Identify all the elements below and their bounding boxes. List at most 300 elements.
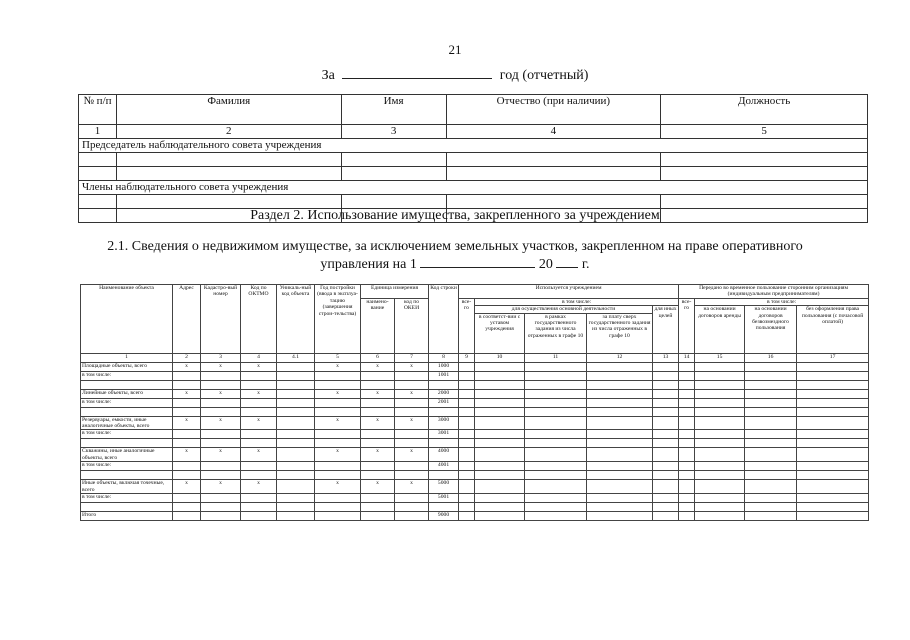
column-number: 3 [201,353,241,362]
row-cell[interactable] [525,480,587,494]
row-cell[interactable] [587,389,653,398]
row-cell[interactable] [201,503,241,512]
row-cell[interactable] [475,389,525,398]
row-cell[interactable] [361,503,395,512]
row-cell[interactable] [797,380,869,389]
row-cell: x [361,480,395,494]
board-chairman-label: Председатель наблюдательного совета учреждения [79,139,868,153]
row-cell[interactable] [315,512,361,521]
row-cell[interactable] [587,380,653,389]
row-cell[interactable] [361,471,395,480]
row-name [81,503,173,512]
row-cell[interactable] [525,398,587,407]
row-cell[interactable] [475,448,525,462]
column-number: 4 [241,353,277,362]
row-cell[interactable] [797,416,869,430]
board-colnum: 2 [116,125,341,139]
row-cell[interactable] [797,448,869,462]
row-cell[interactable] [361,430,395,439]
row-cell[interactable] [241,439,277,448]
board-cell[interactable] [446,195,661,209]
row-cell[interactable] [315,471,361,480]
row-cell[interactable] [315,494,361,503]
table-row [81,480,869,494]
column-number: 6 [361,353,395,362]
row-cell[interactable] [797,371,869,380]
row-cell[interactable] [241,462,277,471]
row-cell[interactable] [525,389,587,398]
row-cell[interactable] [745,407,797,416]
row-cell[interactable] [277,389,315,398]
row-cell[interactable] [459,480,475,494]
table-row [81,512,869,521]
row-cell: x [395,362,429,371]
board-cell[interactable] [661,195,868,209]
row-cell[interactable] [745,439,797,448]
row-cell[interactable] [459,439,475,448]
row-cell[interactable] [201,471,241,480]
row-cell[interactable] [173,430,201,439]
row-cell[interactable] [797,439,869,448]
table-row [81,471,869,480]
row-cell[interactable] [587,462,653,471]
row-cell[interactable] [475,512,525,521]
row-cell[interactable] [459,430,475,439]
row-cell[interactable] [653,407,679,416]
row-cell[interactable] [361,407,395,416]
row-cell[interactable] [277,462,315,471]
row-cell[interactable] [679,389,695,398]
row-cell: x [201,480,241,494]
board-cell[interactable] [116,167,341,181]
row-cell[interactable] [277,512,315,521]
row-cell[interactable] [797,471,869,480]
row-cell[interactable] [459,448,475,462]
row-cell[interactable] [695,362,745,371]
row-cell[interactable] [695,503,745,512]
row-cell: x [395,389,429,398]
row-cell[interactable] [745,480,797,494]
table-row [81,416,869,430]
row-cell[interactable] [745,380,797,389]
row-cell[interactable] [475,398,525,407]
row-cell[interactable] [695,398,745,407]
row-cell[interactable] [695,462,745,471]
row-cell[interactable] [695,371,745,380]
row-cell[interactable] [315,462,361,471]
row-cell[interactable] [459,380,475,389]
row-cell[interactable] [695,448,745,462]
column-number: 15 [695,353,745,362]
row-cell[interactable] [797,430,869,439]
row-cell[interactable] [201,512,241,521]
row-cell[interactable] [679,512,695,521]
row-cell[interactable] [525,512,587,521]
table-row [81,362,869,371]
row-cell[interactable] [745,494,797,503]
ph-nodocs: без оформления права пользования (с почасовой оплатой) [797,306,869,353]
row-code [429,380,459,389]
row-cell[interactable] [653,416,679,430]
row-cell[interactable] [475,480,525,494]
row-cell[interactable] [459,389,475,398]
row-cell[interactable] [201,430,241,439]
row-cell[interactable] [745,503,797,512]
row-cell: x [395,416,429,430]
board-cell[interactable] [446,153,661,167]
row-cell[interactable] [653,389,679,398]
row-cell[interactable] [525,416,587,430]
row-cell[interactable] [653,430,679,439]
row-cell[interactable] [797,362,869,371]
row-cell[interactable] [797,512,869,521]
row-cell[interactable] [395,512,429,521]
row-cell[interactable] [679,380,695,389]
row-cell[interactable] [745,512,797,521]
ph-total2: все-го [679,298,695,353]
row-cell[interactable] [475,494,525,503]
board-colnum: 5 [661,125,868,139]
row-cell[interactable] [315,380,361,389]
row-cell[interactable] [797,462,869,471]
row-cell[interactable] [277,430,315,439]
row-cell[interactable] [361,494,395,503]
column-number: 13 [653,353,679,362]
row-cell[interactable] [315,430,361,439]
row-cell[interactable] [361,462,395,471]
row-code: 4000 [429,448,459,462]
board-cell[interactable] [116,153,341,167]
row-cell[interactable] [653,362,679,371]
row-cell[interactable] [277,448,315,462]
row-cell[interactable] [695,407,745,416]
row-cell[interactable] [653,398,679,407]
row-cell[interactable] [653,380,679,389]
row-cell[interactable] [679,407,695,416]
row-cell[interactable] [587,362,653,371]
board-cell[interactable] [341,153,446,167]
row-cell[interactable] [475,471,525,480]
row-cell[interactable] [277,407,315,416]
column-number: 14 [679,353,695,362]
row-cell[interactable] [679,398,695,407]
row-cell[interactable] [525,462,587,471]
row-name [81,471,173,480]
row-cell[interactable] [459,407,475,416]
row-cell[interactable] [525,439,587,448]
row-cell[interactable] [277,503,315,512]
row-cell[interactable] [361,371,395,380]
row-cell[interactable] [745,448,797,462]
row-cell[interactable] [695,416,745,430]
board-cell[interactable] [341,167,446,181]
row-cell[interactable] [475,407,525,416]
row-cell[interactable] [475,462,525,471]
board-cell[interactable] [446,167,661,181]
table-row [81,398,869,407]
row-cell[interactable] [459,462,475,471]
row-name: Линейные объекты, всего [81,389,173,398]
row-cell[interactable] [525,494,587,503]
row-cell[interactable] [587,371,653,380]
period-year-blank[interactable] [342,66,492,79]
row-cell[interactable] [277,439,315,448]
row-cell[interactable] [277,398,315,407]
row-cell[interactable] [201,439,241,448]
row-cell[interactable] [653,503,679,512]
row-cell[interactable] [459,371,475,380]
row-cell[interactable] [797,407,869,416]
row-cell[interactable] [653,448,679,462]
row-cell[interactable] [587,512,653,521]
row-cell[interactable] [277,371,315,380]
row-cell[interactable] [797,398,869,407]
row-cell[interactable] [653,480,679,494]
row-cell[interactable] [525,471,587,480]
ph-address: Адрес [173,285,201,354]
section-subtitle-end: г. [581,257,590,272]
row-cell[interactable] [361,512,395,521]
row-name: Площадные объекты, всего [81,362,173,371]
row-cell[interactable] [745,362,797,371]
row-cell[interactable] [241,398,277,407]
row-cell[interactable] [395,471,429,480]
date-blank[interactable] [420,255,535,268]
row-cell[interactable] [201,407,241,416]
row-cell[interactable] [695,439,745,448]
row-cell[interactable] [679,462,695,471]
row-cell[interactable] [587,416,653,430]
row-cell[interactable] [745,371,797,380]
row-cell[interactable] [525,407,587,416]
row-cell[interactable] [475,439,525,448]
row-cell[interactable] [525,503,587,512]
row-cell[interactable] [241,430,277,439]
row-cell[interactable] [459,416,475,430]
row-cell[interactable] [695,512,745,521]
row-cell[interactable] [797,494,869,503]
board-cell[interactable] [661,167,868,181]
row-cell[interactable] [395,398,429,407]
row-cell[interactable] [459,362,475,371]
row-cell[interactable] [745,462,797,471]
row-cell[interactable] [277,494,315,503]
ph-incl2: в том числе: [695,298,869,305]
row-cell[interactable] [797,503,869,512]
ph-name: Наименование объекта [81,285,173,354]
ph-cadastral: Кадастро-вый номер [201,285,241,354]
row-cell[interactable] [695,480,745,494]
year-blank[interactable] [556,255,578,268]
row-cell[interactable] [525,448,587,462]
row-cell: x [315,389,361,398]
row-cell[interactable] [241,407,277,416]
row-cell[interactable] [173,512,201,521]
row-cell[interactable] [173,407,201,416]
column-number: 1 [81,353,173,362]
row-cell[interactable] [201,371,241,380]
row-cell[interactable] [395,503,429,512]
row-cell[interactable] [653,462,679,471]
row-cell[interactable] [797,389,869,398]
row-cell[interactable] [587,480,653,494]
board-table [78,94,868,223]
row-cell[interactable] [475,430,525,439]
board-header-name: Имя [341,95,446,125]
row-cell[interactable] [277,416,315,430]
row-cell[interactable] [459,503,475,512]
row-cell[interactable] [745,389,797,398]
row-cell[interactable] [653,494,679,503]
row-cell[interactable] [315,503,361,512]
row-cell[interactable] [315,407,361,416]
row-cell[interactable] [525,430,587,439]
row-cell[interactable] [587,430,653,439]
row-cell: x [241,416,277,430]
row-cell[interactable] [695,389,745,398]
row-cell[interactable] [475,380,525,389]
row-cell[interactable] [525,380,587,389]
row-name: Скважины, иные аналогичные объекты, всего [81,448,173,462]
row-name: Иные объекты, включая точечные, всего [81,480,173,494]
row-cell[interactable] [695,430,745,439]
row-cell[interactable] [395,380,429,389]
row-cell[interactable] [395,439,429,448]
row-cell[interactable] [277,380,315,389]
column-number: 8 [429,353,459,362]
row-cell: x [361,416,395,430]
column-number: 11 [525,353,587,362]
board-cell[interactable] [79,167,117,181]
row-cell[interactable] [395,462,429,471]
row-cell[interactable] [653,371,679,380]
row-code [429,439,459,448]
board-cell[interactable] [79,195,117,209]
row-cell[interactable] [361,439,395,448]
ph-oktmo: Код по ОКТМО [241,285,277,354]
row-cell: x [173,448,201,462]
row-name: Резервуары, емкости, иные аналогичные объекты, всего [81,416,173,430]
ph-incl: в том числе: [475,298,679,305]
ph-transfer: Передано во временное пользование сторонним организациям (индивидуальным предпринимателям) [679,285,869,299]
row-cell[interactable] [201,398,241,407]
row-cell[interactable] [277,362,315,371]
row-cell[interactable] [475,503,525,512]
row-cell[interactable] [679,503,695,512]
row-cell[interactable] [679,371,695,380]
row-cell[interactable] [679,430,695,439]
row-cell[interactable] [745,471,797,480]
row-cell[interactable] [395,407,429,416]
row-cell[interactable] [173,380,201,389]
row-cell[interactable] [241,371,277,380]
row-cell[interactable] [679,362,695,371]
row-cell: x [173,480,201,494]
row-cell[interactable] [679,480,695,494]
row-cell[interactable] [587,471,653,480]
board-cell[interactable] [116,195,341,209]
column-numbers-row [81,353,869,362]
row-cell[interactable] [475,362,525,371]
row-cell: x [241,389,277,398]
board-cell[interactable] [341,195,446,209]
row-cell[interactable] [525,371,587,380]
row-cell[interactable] [201,494,241,503]
row-cell[interactable] [525,362,587,371]
row-cell[interactable] [201,380,241,389]
row-cell[interactable] [201,462,241,471]
row-cell[interactable] [173,462,201,471]
row-cell[interactable] [587,448,653,462]
row-cell[interactable] [241,494,277,503]
row-cell[interactable] [241,380,277,389]
row-cell[interactable] [679,471,695,480]
row-cell[interactable] [277,480,315,494]
row-cell[interactable] [475,371,525,380]
row-cell[interactable] [315,398,361,407]
row-cell[interactable] [173,439,201,448]
row-cell[interactable] [361,398,395,407]
row-cell[interactable] [653,439,679,448]
row-cell[interactable] [679,439,695,448]
row-cell[interactable] [173,371,201,380]
row-cell[interactable] [173,494,201,503]
row-cell[interactable] [695,380,745,389]
row-cell[interactable] [475,416,525,430]
row-cell[interactable] [241,512,277,521]
row-cell[interactable] [653,512,679,521]
row-cell[interactable] [241,471,277,480]
row-cell[interactable] [315,371,361,380]
board-cell[interactable] [661,153,868,167]
row-cell[interactable] [587,407,653,416]
row-cell[interactable] [695,471,745,480]
row-cell[interactable] [695,494,745,503]
row-cell[interactable] [241,503,277,512]
row-cell[interactable] [315,439,361,448]
row-cell[interactable] [587,494,653,503]
row-cell[interactable] [745,430,797,439]
row-cell[interactable] [277,471,315,480]
row-cell[interactable] [459,494,475,503]
row-cell[interactable] [395,430,429,439]
table-row [81,494,869,503]
row-cell[interactable] [587,503,653,512]
ph-rowcode: Код строки [429,285,459,354]
page-number: 21 [448,42,462,57]
row-cell[interactable] [173,398,201,407]
row-cell[interactable] [173,503,201,512]
row-cell[interactable] [361,380,395,389]
row-cell[interactable] [797,480,869,494]
ph-unit-code: код по ОКЕИ [395,298,429,353]
row-cell[interactable] [679,494,695,503]
row-cell[interactable] [395,371,429,380]
row-cell[interactable] [395,494,429,503]
row-cell[interactable] [745,398,797,407]
row-cell[interactable] [459,512,475,521]
row-cell[interactable] [653,471,679,480]
row-cell[interactable] [745,416,797,430]
row-cell[interactable] [587,398,653,407]
board-cell[interactable] [79,153,117,167]
row-cell[interactable] [459,398,475,407]
row-cell[interactable] [679,448,695,462]
row-cell[interactable] [173,471,201,480]
row-cell[interactable] [459,471,475,480]
row-cell[interactable] [587,439,653,448]
row-cell[interactable] [679,416,695,430]
